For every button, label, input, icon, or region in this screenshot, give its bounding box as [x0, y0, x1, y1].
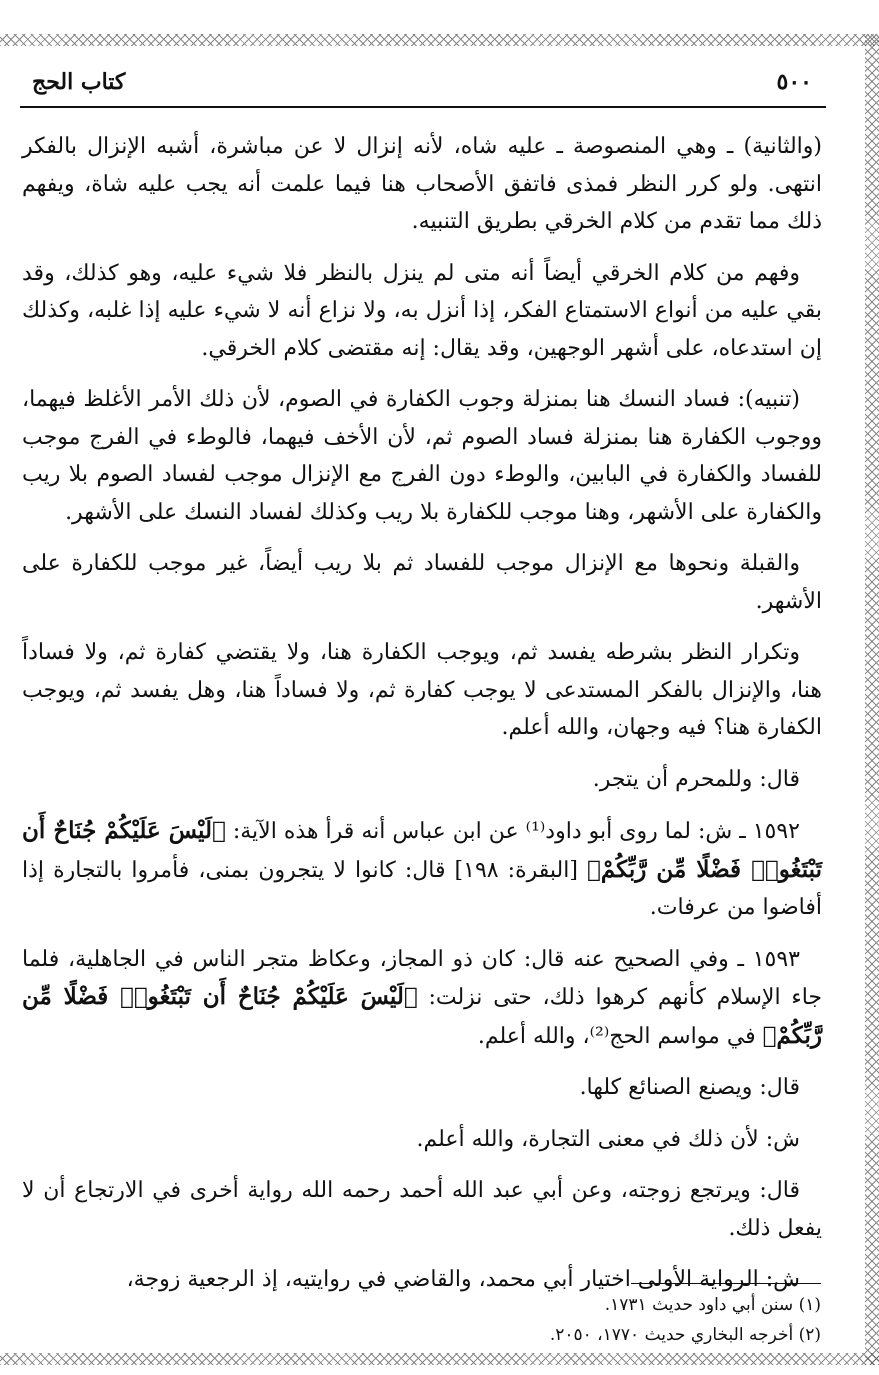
paragraph: (تنبيه): فساد النسك هنا بمنزلة وجوب الكفارة في الصوم، لأن ذلك الأمر الأغلظ فيهما، ووجوب الكفارة هنا بمنزلة فساد الصوم ثم، لأن الأخف فيهما، فالوطء في الفرج موجب للفساد والكفارة في البابين، والوطء دون الفرج مع الإنزال موجب لفساد الصوم بلا ريب والكفارة على الأشهر، وهنا موجب للكفارة بلا ريب وكذلك لفساد النسك على الأشهر.	[22, 387, 823, 525]
page-body	[22, 128, 822, 1313]
paragraph-1593	[22, 941, 822, 1056]
paragraph: ش: لأن ذلك في معنى التجارة، والله أعلم.	[416, 1126, 800, 1152]
decorative-border-top	[0, 34, 879, 46]
paragraph: قال: وللمحرم أن يتجر.	[592, 766, 800, 792]
footnote: (٢) أخرجه البخاري حديث ١٧٧٠، ٢٠٥٠.	[549, 1325, 821, 1345]
quran-verse: ﴿لَيْسَ عَلَيْكُمْ جُنَاحٌ أَن تَبْتَغُوا۟ فَضْلًا مِّن رَّبِّكُمْ﴾	[22, 817, 822, 883]
paragraph: وتكرار النظر بشرطه يفسد ثم، ويوجب الكفارة هنا، ولا يقتضي كفارة ثم، ولا فساداً هنا، والإنزال بالفكر المستدعى لا يوجب كفارة ثم، ولا فساداً هنا، وهل يفسد ثم، ويوجب الكفارة هنا؟ فيه وجهان، والله أعلم.	[22, 640, 822, 740]
footnote-rule	[631, 1283, 821, 1284]
paragraph-1592	[22, 812, 822, 927]
decorative-border-bottom	[0, 1353, 879, 1365]
hadith-text: [البقرة: ١٩٨] قال: كانوا لا يتجرون بمنى، فأمروا بالتجارة إذا أفاضوا من عرفات.	[22, 857, 822, 920]
paragraph: قال: ويرتجع زوجته، وعن أبي عبد الله أحمد رحمه الله رواية أخرى في الارتجاع أن لا يفعل ذلك.	[22, 1178, 822, 1241]
quran-verse: ﴿لَيْسَ عَلَيْكُمْ جُنَاحٌ أَن تَبْتَغُوا۟ فَضْلًا مِّن رَّبِّكُمْ﴾	[22, 983, 822, 1049]
page-header	[20, 62, 820, 102]
hadith-lead: ١٥٩٢ ـ ش: لما روى أبو داود⁽¹⁾ عن ابن عباس أنه قرأ هذه الآية:	[225, 819, 800, 844]
hadith-lead: ١٥٩٣ ـ وفي الصحيح عنه قال: كان ذو المجاز، وعكاظ متجر الناس في الجاهلية، فلما جاء الإسلام كأنهم كرهوا ذلك، حتى نزلت:	[22, 946, 822, 1010]
paragraph: وفهم من كلام الخرقي أيضاً أنه متى لم ينزل بالنظر فلا شيء عليه، وهو كذلك، وقد بقي عليه من أنواع الاستمتاع الفكر، إذا أنزل به، ولا نزاع أنه لا شيء عليه إذا غلبه، وكذلك إن استدعاه، على أشهر الوجهين، وقد يقال: إنه مقتضى كلام الخرقي.	[22, 260, 822, 361]
paragraph: (والثانية) ـ وهي المنصوصة ـ عليه شاه، لأنه إنزال لا عن مباشرة، أشبه الإنزال بالفكر انتهى. ولو كرر النظر فمذى فاتفق الأصحاب هنا فيما علمت أنه يجب عليه شاة، ويفهم ذلك مما تقدم من كلام الخرقي بطريق التنبيه.	[22, 134, 822, 234]
decorative-border-right	[865, 34, 879, 1365]
footnotes	[221, 1290, 821, 1350]
page-number: ٥٠٠	[776, 69, 812, 95]
hadith-text: في مواسم الحج⁽²⁾، والله أعلم.	[477, 1023, 763, 1049]
header-rule	[20, 106, 826, 108]
footnote: (١) سنن أبي داود حديث ١٧٣١.	[604, 1295, 821, 1315]
paragraph: قال: ويصنع الصنائع كلها.	[579, 1075, 800, 1100]
book-title: كتاب الحج	[32, 69, 126, 95]
paragraph: ش: الرواية الأولى اختيار أبي محمد، والقاضي في روايتيه، إذ الرجعية زوجة،	[126, 1267, 800, 1292]
paragraph: والقبلة ونحوها مع الإنزال موجب للفساد ثم بلا ريب أيضاً، غير موجب للكفارة على الأشهر.	[22, 551, 822, 614]
